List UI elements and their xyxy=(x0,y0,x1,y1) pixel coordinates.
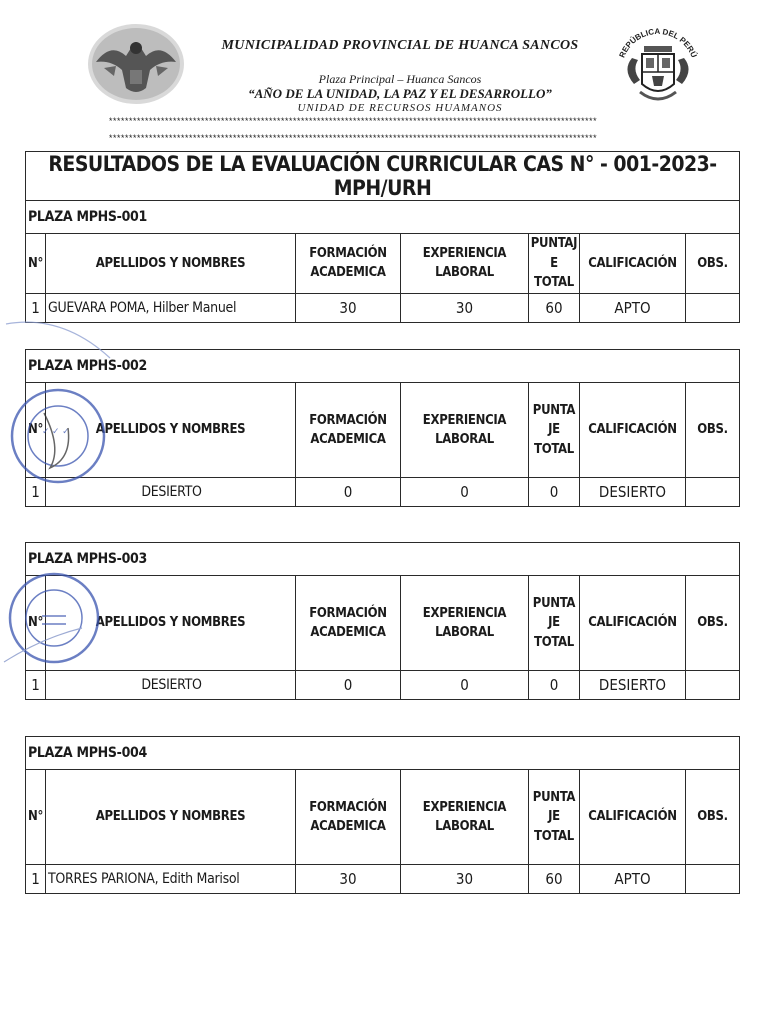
row-calificacion: APTO xyxy=(580,293,686,322)
shield-text: REPÚBLICA DEL PERÚ xyxy=(617,26,699,60)
official-seal-stamp xyxy=(2,318,112,498)
row-calificacion: DESIERTO xyxy=(580,671,686,700)
institution-name: MUNICIPALIDAD PROVINCIAL DE HUANCA SANCOS xyxy=(221,38,579,53)
header-calificacion: CALIFICACIÓN xyxy=(580,576,686,671)
unit-name: UNIDAD DE RECURSOS HUAMANOS xyxy=(297,102,503,114)
results-table-plaza-002 xyxy=(25,349,740,507)
row-obs xyxy=(686,478,740,507)
row-formacion: 0 xyxy=(296,478,401,507)
letterhead xyxy=(0,0,768,150)
table-row xyxy=(26,865,740,894)
header-formacion: FORMACIÓN ACADEMICA xyxy=(296,576,401,671)
row-obs xyxy=(686,865,740,894)
peru-coat-of-arms-logo xyxy=(612,18,704,112)
table-row xyxy=(26,293,740,322)
header-number: N° xyxy=(26,383,46,478)
header-puntaje: PUNTAJ E TOTAL xyxy=(529,234,580,294)
row-number: 1 xyxy=(26,671,46,700)
row-obs xyxy=(686,293,740,322)
row-name: DESIERTO xyxy=(46,478,296,507)
header-formacion: FORMACIÓN ACADEMICA xyxy=(296,383,401,478)
row-number: 1 xyxy=(26,293,46,322)
header-puntaje: PUNTA JE TOTAL xyxy=(529,576,580,671)
row-puntaje: 0 xyxy=(529,478,580,507)
row-formacion: 30 xyxy=(296,293,401,322)
row-number: 1 xyxy=(26,865,46,894)
plaza-code: PLAZA MPHS-001 xyxy=(26,201,740,234)
header-obs: OBS. xyxy=(686,383,740,478)
plaza-code: PLAZA MPHS-004 xyxy=(26,737,740,770)
header-experiencia: EXPERIENCIA LABORAL xyxy=(401,234,529,294)
header-obs: OBS. xyxy=(686,770,740,865)
results-table-plaza-003 xyxy=(25,542,740,700)
row-calificacion: APTO xyxy=(580,865,686,894)
header-number: N° xyxy=(26,770,46,865)
svg-text:✓ ✓ ✓: ✓ ✓ ✓ xyxy=(42,426,70,436)
header-experiencia: EXPERIENCIA LABORAL xyxy=(401,770,529,865)
header-obs: OBS. xyxy=(686,234,740,294)
row-obs xyxy=(686,671,740,700)
header-obs: OBS. xyxy=(686,576,740,671)
row-puntaje: 0 xyxy=(529,671,580,700)
header-number: N° xyxy=(26,234,46,294)
row-puntaje: 60 xyxy=(529,865,580,894)
row-name: TORRES PARIONA, Edith Marisol xyxy=(46,865,296,894)
plaza-code: PLAZA MPHS-002 xyxy=(26,350,740,383)
separator-line: ************************************************************************************************************************** xyxy=(108,134,597,144)
year-motto: “AÑO DE LA UNIDAD, LA PAZ Y EL DESARROLLO” xyxy=(248,86,552,101)
row-formacion: 30 xyxy=(296,865,401,894)
header-puntaje: PUNTA JE TOTAL xyxy=(529,383,580,478)
document-title: RESULTADOS DE LA EVALUACIÓN CURRICULAR CAS N° - 001-2023-MPH/URH xyxy=(26,152,740,201)
row-experiencia: 30 xyxy=(401,865,529,894)
header-name: APELLIDOS Y NOMBRES xyxy=(46,383,296,478)
separator-line: ************************************************************************************************************************** xyxy=(108,117,597,127)
results-table-plaza-001 xyxy=(25,151,740,323)
header-calificacion: CALIFICACIÓN xyxy=(580,234,686,294)
header-name: APELLIDOS Y NOMBRES xyxy=(46,234,296,294)
address: Plaza Principal – Huanca Sancos xyxy=(318,72,482,86)
results-table-plaza-004 xyxy=(25,736,740,894)
row-number: 1 xyxy=(26,478,46,507)
plaza-code: PLAZA MPHS-003 xyxy=(26,543,740,576)
header-formacion: FORMACIÓN ACADEMICA xyxy=(296,234,401,294)
header-number: N° xyxy=(26,576,46,671)
header-puntaje: PUNTA JE TOTAL xyxy=(529,770,580,865)
row-experiencia: 0 xyxy=(401,671,529,700)
row-experiencia: 30 xyxy=(401,293,529,322)
table-row xyxy=(26,478,740,507)
row-formacion: 0 xyxy=(296,671,401,700)
header-calificacion: CALIFICACIÓN xyxy=(580,770,686,865)
row-experiencia: 0 xyxy=(401,478,529,507)
row-name: GUEVARA POMA, Hilber Manuel xyxy=(46,293,296,322)
row-calificacion: DESIERTO xyxy=(580,478,686,507)
header-experiencia: EXPERIENCIA LABORAL xyxy=(401,383,529,478)
header-name: APELLIDOS Y NOMBRES xyxy=(46,770,296,865)
header-formacion: FORMACIÓN ACADEMICA xyxy=(296,770,401,865)
header-name: APELLIDOS Y NOMBRES xyxy=(46,576,296,671)
official-seal-stamp xyxy=(2,568,106,668)
header-calificacion: CALIFICACIÓN xyxy=(580,383,686,478)
header-experiencia: EXPERIENCIA LABORAL xyxy=(401,576,529,671)
row-puntaje: 60 xyxy=(529,293,580,322)
table-row xyxy=(26,671,740,700)
row-name: DESIERTO xyxy=(46,671,296,700)
